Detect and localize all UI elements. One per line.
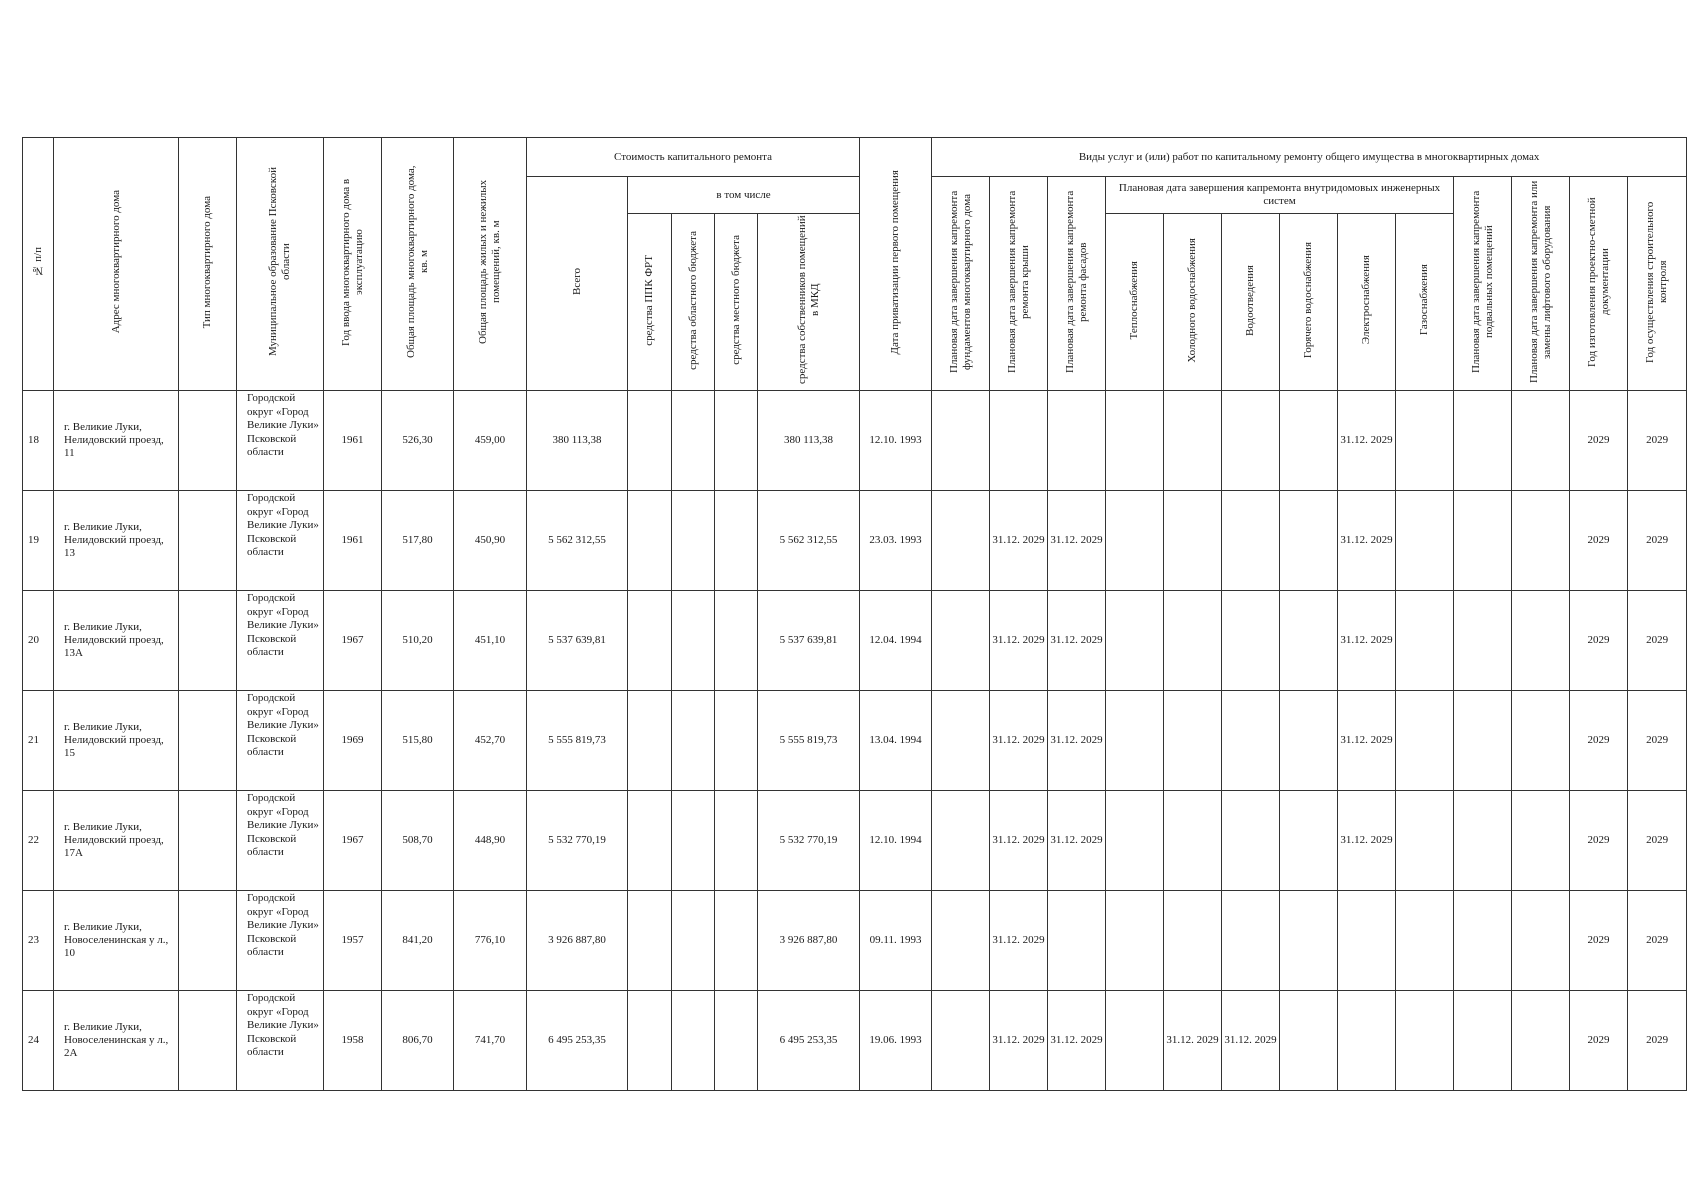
cell-foundation — [932, 591, 990, 691]
table-row — [23, 491, 1687, 591]
cell-total: 380 113,38 — [527, 391, 628, 491]
cell-elevator — [1512, 891, 1570, 991]
cell-basement — [1454, 591, 1512, 691]
table-row — [23, 391, 1687, 491]
cell-year: 1957 — [324, 891, 382, 991]
cell-cold-water — [1164, 691, 1222, 791]
cell-year: 1961 — [324, 391, 382, 491]
cell-local — [715, 591, 758, 691]
table-row — [23, 591, 1687, 691]
table-row — [23, 991, 1687, 1091]
cell-total-area: 526,30 — [382, 391, 454, 491]
table-row — [23, 791, 1687, 891]
cell-address: г. Великие Луки, Нелидовский проезд, 13А — [54, 591, 179, 691]
cell-heating — [1106, 991, 1164, 1091]
cell-design-year: 2029 — [1570, 391, 1628, 491]
cell-elevator — [1512, 591, 1570, 691]
header-roof: Плановая дата завершения капремонта ремонта крыши — [990, 177, 1048, 391]
cell-foundation — [932, 491, 990, 591]
cell-roof: 31.12. 2029 — [990, 591, 1048, 691]
cell-fund-ppk — [628, 891, 672, 991]
header-cold-water: Холодного водоснабжения — [1164, 214, 1222, 391]
header-municipality: Муниципальное образование Псковской области — [237, 138, 324, 391]
cell-municipality: Городской округ «Город Великие Луки» Псковской области — [237, 391, 324, 491]
header-heating: Теплоснабжения — [1106, 214, 1164, 391]
cell-heating — [1106, 391, 1164, 491]
cell-municipality: Городской округ «Город Великие Луки» Псковской области — [237, 791, 324, 891]
cell-elevator — [1512, 691, 1570, 791]
cell-heating — [1106, 491, 1164, 591]
cell-privatization: 12.10. 1994 — [860, 791, 932, 891]
cell-hot-water — [1280, 791, 1338, 891]
header-electric: Электроснабжения — [1338, 214, 1396, 391]
cell-total: 5 562 312,55 — [527, 491, 628, 591]
cell-heating — [1106, 591, 1164, 691]
header-basement: Плановая дата завершения капремонта подвальных помещений — [1454, 177, 1512, 391]
cell-municipality: Городской округ «Город Великие Луки» Псковской области — [237, 891, 324, 991]
cell-num: 21 — [23, 691, 54, 791]
cell-num: 20 — [23, 591, 54, 691]
cell-regional — [672, 991, 715, 1091]
cell-premises-area: 741,70 — [454, 991, 527, 1091]
cell-regional — [672, 591, 715, 691]
cell-owners: 380 113,38 — [758, 391, 860, 491]
cell-facade: 31.12. 2029 — [1048, 591, 1106, 691]
cell-address: г. Великие Луки, Новоселенинская у л., 2А — [54, 991, 179, 1091]
cell-facade — [1048, 391, 1106, 491]
table-row — [23, 891, 1687, 991]
cell-total: 3 926 887,80 — [527, 891, 628, 991]
cell-type — [179, 591, 237, 691]
capital-repair-sheet — [22, 137, 1674, 1091]
cell-year: 1961 — [324, 491, 382, 591]
cell-basement — [1454, 391, 1512, 491]
cell-local — [715, 391, 758, 491]
header-fund-ppk: средства ППК ФРТ — [628, 214, 672, 391]
header-hot-water: Горячего водоснабжения — [1280, 214, 1338, 391]
cell-fund-ppk — [628, 491, 672, 591]
cell-year: 1969 — [324, 691, 382, 791]
cell-basement — [1454, 491, 1512, 591]
cell-control-year: 2029 — [1628, 691, 1687, 791]
header-local: средства местного бюджета — [715, 214, 758, 391]
cell-basement — [1454, 891, 1512, 991]
header-total-area: Общая площадь многоквартирного дома, кв. м — [382, 138, 454, 391]
cell-type — [179, 391, 237, 491]
table-body — [23, 391, 1687, 1091]
cell-num: 24 — [23, 991, 54, 1091]
header-gas: Газоснабжения — [1396, 214, 1454, 391]
header-foundation: Плановая дата завершения капремонта фундаментов многоквартирного дома — [932, 177, 990, 391]
header-drainage: Водоотведения — [1222, 214, 1280, 391]
cell-hot-water — [1280, 391, 1338, 491]
cell-num: 18 — [23, 391, 54, 491]
cell-hot-water — [1280, 691, 1338, 791]
cell-total: 6 495 253,35 — [527, 991, 628, 1091]
cell-gas — [1396, 991, 1454, 1091]
cell-facade: 31.12. 2029 — [1048, 791, 1106, 891]
cell-drainage — [1222, 791, 1280, 891]
cell-type — [179, 991, 237, 1091]
cell-design-year: 2029 — [1570, 991, 1628, 1091]
cell-drainage — [1222, 891, 1280, 991]
cell-municipality: Городской округ «Город Великие Луки» Псковской области — [237, 991, 324, 1091]
cell-design-year: 2029 — [1570, 491, 1628, 591]
cell-roof: 31.12. 2029 — [990, 691, 1048, 791]
header-year: Год ввода многоквартирного дома в эксплуатацию — [324, 138, 382, 391]
cell-type — [179, 791, 237, 891]
header-total: Всего — [527, 177, 628, 391]
cell-foundation — [932, 691, 990, 791]
cell-foundation — [932, 391, 990, 491]
cell-heating — [1106, 891, 1164, 991]
cell-privatization: 12.04. 1994 — [860, 591, 932, 691]
cell-owners: 5 555 819,73 — [758, 691, 860, 791]
cell-address: г. Великие Луки, Нелидовский проезд, 15 — [54, 691, 179, 791]
cell-facade: 31.12. 2029 — [1048, 691, 1106, 791]
cell-local — [715, 491, 758, 591]
cell-design-year: 2029 — [1570, 591, 1628, 691]
cell-cold-water — [1164, 391, 1222, 491]
cell-cold-water — [1164, 591, 1222, 691]
cell-premises-area: 459,00 — [454, 391, 527, 491]
cell-drainage — [1222, 391, 1280, 491]
cell-total: 5 532 770,19 — [527, 791, 628, 891]
cell-num: 22 — [23, 791, 54, 891]
cell-roof: 31.12. 2029 — [990, 791, 1048, 891]
cell-address: г. Великие Луки, Нелидовский проезд, 17А — [54, 791, 179, 891]
cell-drainage — [1222, 591, 1280, 691]
cell-address: г. Великие Луки, Новоселенинская у л., 10 — [54, 891, 179, 991]
header-premises-area: Общая площадь жилых и нежилых помещений, кв. м — [454, 138, 527, 391]
cell-regional — [672, 791, 715, 891]
cell-hot-water — [1280, 491, 1338, 591]
cell-privatization: 19.06. 1993 — [860, 991, 932, 1091]
cell-gas — [1396, 591, 1454, 691]
cell-control-year: 2029 — [1628, 391, 1687, 491]
header-facade: Плановая дата завершения капремонта ремонта фасадов — [1048, 177, 1106, 391]
header-works-group: Виды услуг и (или) работ по капитальному ремонту общего имущества в многоквартирных домах — [932, 138, 1687, 177]
header-elevator: Плановая дата завершения капремонта или замены лифтового оборудования — [1512, 177, 1570, 391]
cell-hot-water — [1280, 991, 1338, 1091]
cell-total-area: 806,70 — [382, 991, 454, 1091]
cell-owners: 6 495 253,35 — [758, 991, 860, 1091]
cell-cold-water: 31.12. 2029 — [1164, 991, 1222, 1091]
cell-electric: 31.12. 2029 — [1338, 391, 1396, 491]
header-num: № п/п — [23, 138, 54, 391]
cell-fund-ppk — [628, 391, 672, 491]
cell-basement — [1454, 991, 1512, 1091]
header-privatization: Дата приватизации первого помещения — [860, 138, 932, 391]
cell-year: 1958 — [324, 991, 382, 1091]
cell-drainage — [1222, 691, 1280, 791]
cell-roof: 31.12. 2029 — [990, 891, 1048, 991]
cell-total: 5 555 819,73 — [527, 691, 628, 791]
cell-local — [715, 691, 758, 791]
cell-electric — [1338, 991, 1396, 1091]
cell-roof: 31.12. 2029 — [990, 991, 1048, 1091]
cell-elevator — [1512, 991, 1570, 1091]
cell-fund-ppk — [628, 791, 672, 891]
header-type: Тип многоквартирного дома — [179, 138, 237, 391]
cell-drainage: 31.12. 2029 — [1222, 991, 1280, 1091]
header-owners: средства собственников помещений в МКД — [758, 214, 860, 391]
cell-drainage — [1222, 491, 1280, 591]
cell-total-area: 508,70 — [382, 791, 454, 891]
cell-basement — [1454, 691, 1512, 791]
cell-total-area: 841,20 — [382, 891, 454, 991]
cell-design-year: 2029 — [1570, 791, 1628, 891]
cell-gas — [1396, 491, 1454, 591]
cell-total-area: 510,20 — [382, 591, 454, 691]
cell-control-year: 2029 — [1628, 491, 1687, 591]
cell-cold-water — [1164, 491, 1222, 591]
header-regional: средства областного бюджета — [672, 214, 715, 391]
cell-total: 5 537 639,81 — [527, 591, 628, 691]
cell-municipality: Городской округ «Город Великие Луки» Псковской области — [237, 491, 324, 591]
cell-owners: 5 562 312,55 — [758, 491, 860, 591]
cell-roof — [990, 391, 1048, 491]
cell-premises-area: 450,90 — [454, 491, 527, 591]
capital-repair-table — [22, 137, 1687, 1091]
cell-foundation — [932, 891, 990, 991]
cell-control-year: 2029 — [1628, 891, 1687, 991]
header-control-year: Год осуществления строительного контроля — [1628, 177, 1687, 391]
cell-privatization: 09.11. 1993 — [860, 891, 932, 991]
cell-electric: 31.12. 2029 — [1338, 691, 1396, 791]
cell-address: г. Великие Луки, Нелидовский проезд, 13 — [54, 491, 179, 591]
cell-control-year: 2029 — [1628, 791, 1687, 891]
cell-heating — [1106, 791, 1164, 891]
cell-gas — [1396, 691, 1454, 791]
cell-design-year: 2029 — [1570, 891, 1628, 991]
header-including: в том числе — [628, 177, 860, 214]
cell-electric: 31.12. 2029 — [1338, 591, 1396, 691]
cell-total-area: 517,80 — [382, 491, 454, 591]
header-cost-group: Стоимость капитального ремонта — [527, 138, 860, 177]
cell-privatization: 13.04. 1994 — [860, 691, 932, 791]
cell-electric: 31.12. 2029 — [1338, 491, 1396, 591]
cell-regional — [672, 491, 715, 591]
cell-basement — [1454, 791, 1512, 891]
cell-fund-ppk — [628, 991, 672, 1091]
cell-hot-water — [1280, 591, 1338, 691]
cell-regional — [672, 691, 715, 791]
cell-elevator — [1512, 791, 1570, 891]
cell-num: 19 — [23, 491, 54, 591]
cell-total-area: 515,80 — [382, 691, 454, 791]
cell-regional — [672, 891, 715, 991]
cell-year: 1967 — [324, 791, 382, 891]
cell-hot-water — [1280, 891, 1338, 991]
cell-cold-water — [1164, 891, 1222, 991]
cell-regional — [672, 391, 715, 491]
cell-owners: 5 532 770,19 — [758, 791, 860, 891]
cell-local — [715, 991, 758, 1091]
cell-gas — [1396, 391, 1454, 491]
cell-heating — [1106, 691, 1164, 791]
cell-privatization: 23.03. 1993 — [860, 491, 932, 591]
cell-premises-area: 776,10 — [454, 891, 527, 991]
cell-owners: 5 537 639,81 — [758, 591, 860, 691]
cell-gas — [1396, 791, 1454, 891]
cell-privatization: 12.10. 1993 — [860, 391, 932, 491]
cell-elevator — [1512, 391, 1570, 491]
cell-type — [179, 491, 237, 591]
cell-premises-area: 451,10 — [454, 591, 527, 691]
cell-electric — [1338, 891, 1396, 991]
cell-facade — [1048, 891, 1106, 991]
cell-municipality: Городской округ «Город Великие Луки» Псковской области — [237, 691, 324, 791]
cell-owners: 3 926 887,80 — [758, 891, 860, 991]
cell-type — [179, 891, 237, 991]
table-header — [23, 138, 1687, 391]
cell-control-year: 2029 — [1628, 991, 1687, 1091]
cell-roof: 31.12. 2029 — [990, 491, 1048, 591]
cell-elevator — [1512, 491, 1570, 591]
cell-local — [715, 891, 758, 991]
cell-facade: 31.12. 2029 — [1048, 491, 1106, 591]
cell-num: 23 — [23, 891, 54, 991]
cell-address: г. Великие Луки, Нелидовский проезд, 11 — [54, 391, 179, 491]
cell-fund-ppk — [628, 591, 672, 691]
cell-cold-water — [1164, 791, 1222, 891]
cell-foundation — [932, 991, 990, 1091]
cell-premises-area: 452,70 — [454, 691, 527, 791]
cell-foundation — [932, 791, 990, 891]
cell-local — [715, 791, 758, 891]
cell-premises-area: 448,90 — [454, 791, 527, 891]
cell-municipality: Городской округ «Город Великие Луки» Псковской области — [237, 591, 324, 691]
cell-electric: 31.12. 2029 — [1338, 791, 1396, 891]
cell-year: 1967 — [324, 591, 382, 691]
cell-gas — [1396, 891, 1454, 991]
cell-fund-ppk — [628, 691, 672, 791]
cell-design-year: 2029 — [1570, 691, 1628, 791]
cell-facade: 31.12. 2029 — [1048, 991, 1106, 1091]
table-row — [23, 691, 1687, 791]
header-address: Адрес многоквартирного дома — [54, 138, 179, 391]
header-design-year: Год изготовления проектно-сметной документации — [1570, 177, 1628, 391]
header-engineering-group: Плановая дата завершения капремонта внутридомовых инженерных систем — [1106, 177, 1454, 214]
cell-control-year: 2029 — [1628, 591, 1687, 691]
cell-type — [179, 691, 237, 791]
